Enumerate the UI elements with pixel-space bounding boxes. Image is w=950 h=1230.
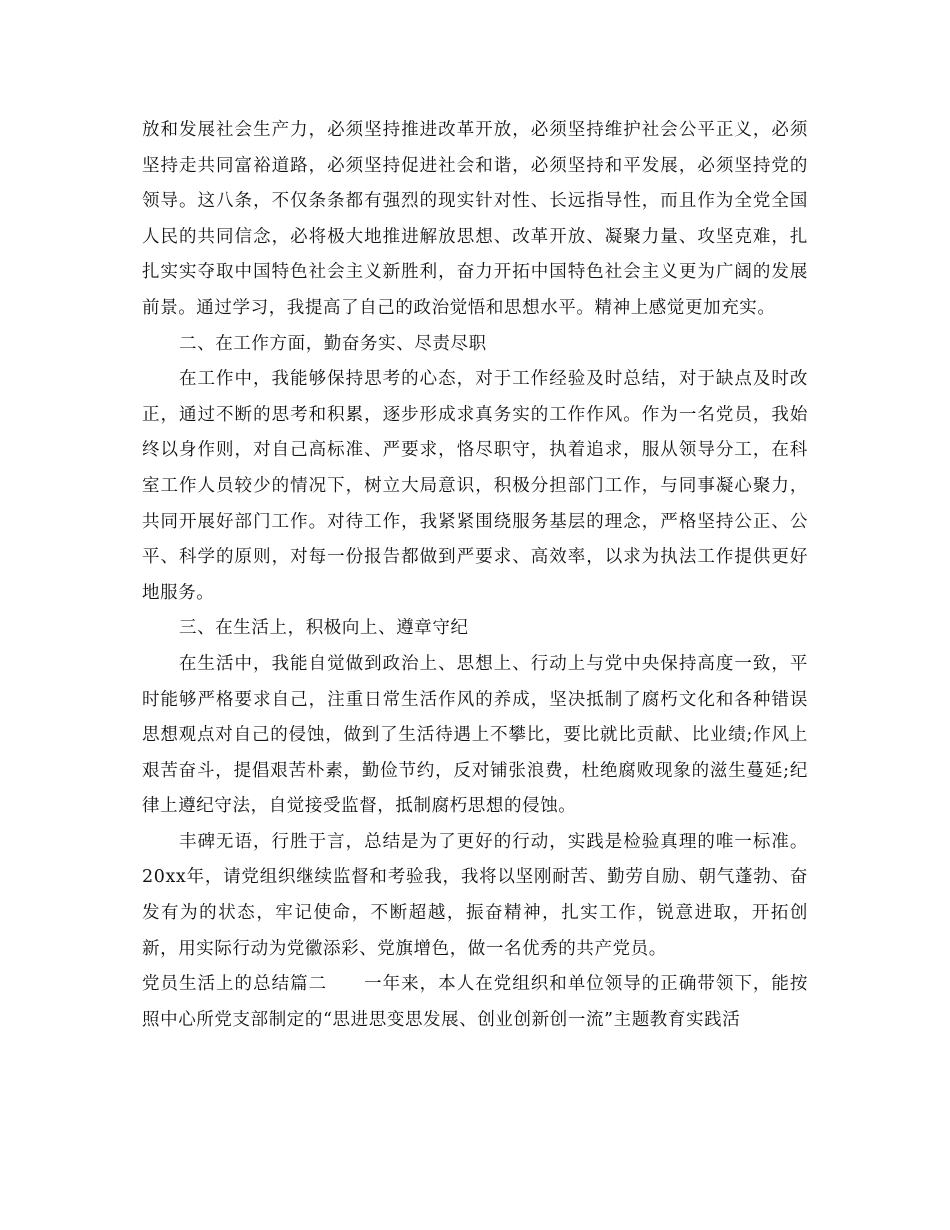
section-heading-life: 三、在生活上，积极向上、遵章守纪 [179,618,469,639]
paragraph-part-two: 党员生活上的总结篇二 一年来，本人在党组织和单位领导的正确带领下，能按照中心所党支部制定的“思进思变思发展、创业创新创一流”主题教育实践活 [142,974,808,1030]
paragraph-1: 放和发展社会生产力，必须坚持推进改革开放，必须坚持维护社会公平正义，必须坚持走共同富裕道路，必须坚持促进社会和谐，必须坚持和平发展，必须坚持党的领导。这八条，不仅条条都有强烈的现实针对性、长远指导性，而且作为全党全国人民的共同信念，必将极大地推进解放思想、改革开放、凝聚力量、攻坚克难，扎扎实实夺取中国特色社会主义新胜利，奋力开拓中国特色社会主义更为广阔的发展前景。通过学习，我提高了自己的政治觉悟和思想水平。精神上感觉更加充实。 [142,120,808,318]
paragraph-work: 在工作中，我能够保持思考的心态，对于工作经验及时总结，对于缺点及时改正，通过不断的思考和积累，逐步形成求真务实的工作作风。作为一名党员，我始终以身作则，对自己高标准、严要求，恪尽职守，执着追求，服从领导分工，在科室工作人员较少的情况下，树立大局意识，积极分担部门工作，与同事凝心聚力，共同开展好部门工作。对待工作，我紧紧围绕服务基层的理念，严格坚持公正、公平、科学的原则，对每一份报告都做到严要求、高效率，以求为执法工作提供更好地服务。 [142,369,808,603]
paragraph-life: 在生活中，我能自觉做到政治上、思想上、行动上与党中央保持高度一致，平时能够严格要求自己，注重日常生活作风的养成，坚决抵制了腐朽文化和各种错误思想观点对自己的侵蚀，做到了生活待遇上不攀比，要比就比贡献、比业绩;作风上艰苦奋斗，提倡艰苦朴素，勤俭节约，反对铺张浪费，杜绝腐败现象的滋生蔓延;纪律上遵纪守法，自觉接受监督，抵制腐朽思想的侵蚀。 [142,653,808,817]
paragraph-conclusion: 丰碑无语，行胜于言，总结是为了更好的行动，实践是检验真理的唯一标准。20xx年，请党组织继续监督和考验我，我将以坚刚耐苦、勤劳自励、朝气蓬勃、奋发有为的状态，牢记使命，不断超越，振奋精神，扎实工作，锐意进取，开拓创新，用实际行动为党徽添彩、党旗增色，做一名优秀的共产党员。 [142,831,808,959]
section-heading-work: 二、在工作方面，勤奋务实、尽责尽职 [179,333,487,354]
document-page [142,113,808,1038]
